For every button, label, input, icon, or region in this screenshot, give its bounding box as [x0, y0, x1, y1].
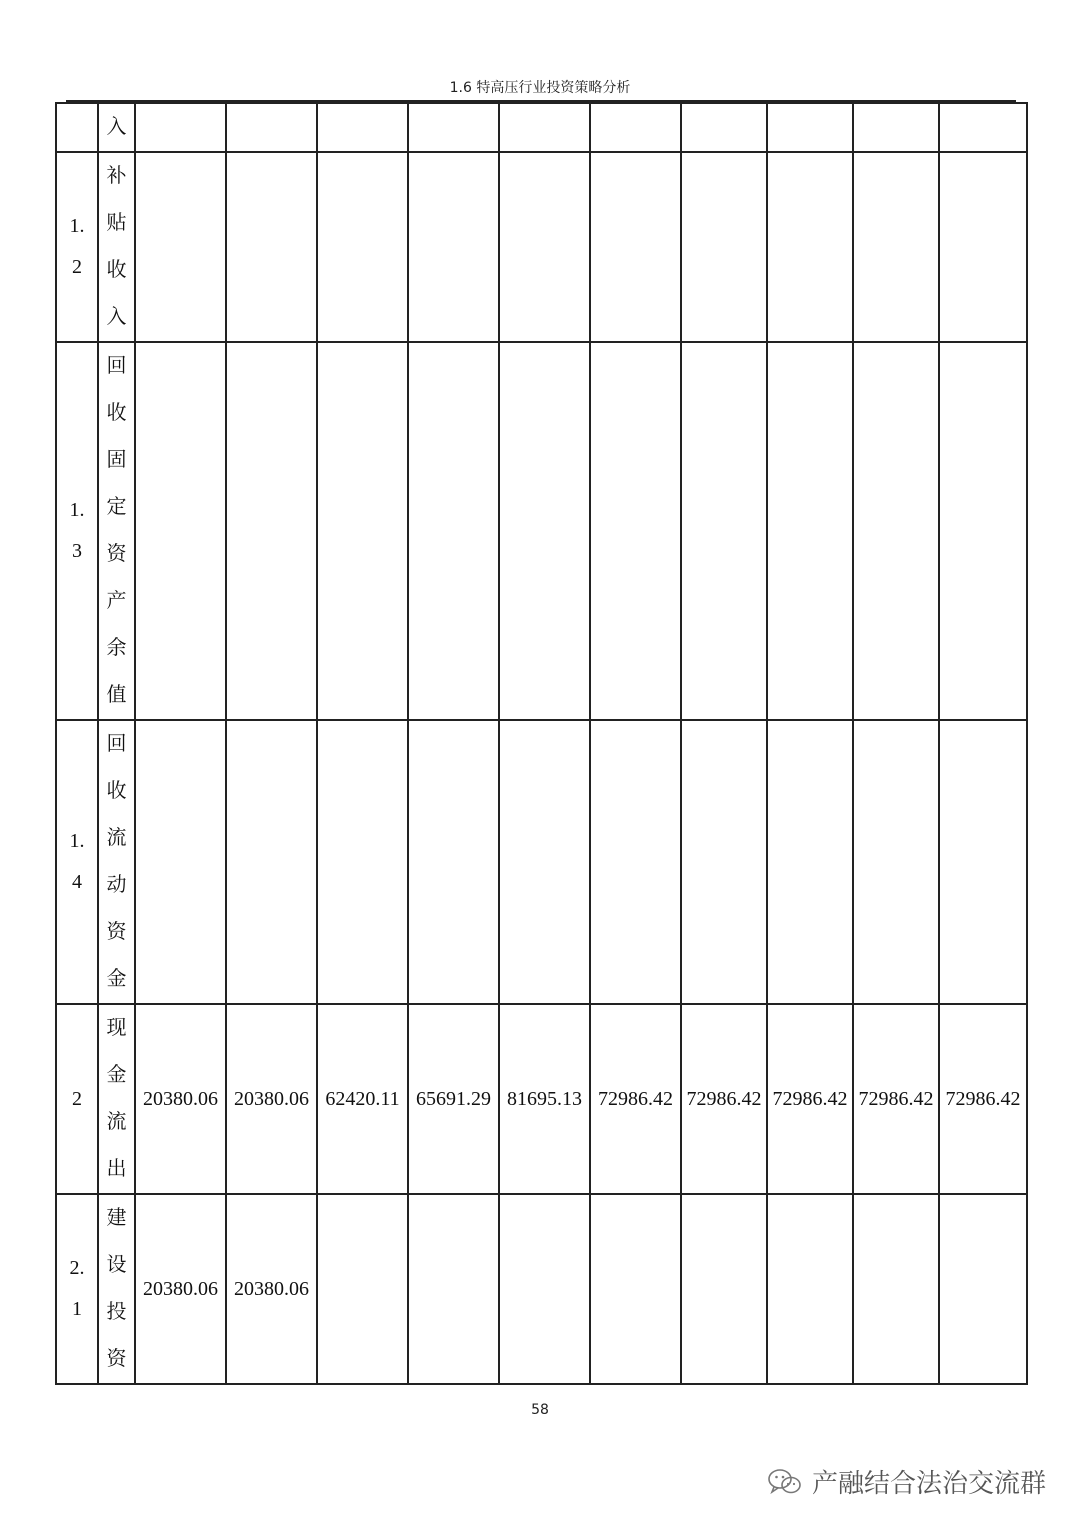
value-cell: [408, 103, 499, 152]
row-index-cell: [56, 152, 98, 342]
cell-value: 62420.11: [325, 1087, 400, 1110]
row-index-cell: [56, 1004, 98, 1194]
table-row: [56, 152, 1027, 342]
row-label-char: 定: [106, 496, 127, 518]
value-cell: [590, 152, 681, 342]
value-cell: [317, 152, 408, 342]
cell-value: 20380.06: [143, 1087, 218, 1110]
value-cell: [853, 103, 939, 152]
value-cell: [226, 152, 317, 342]
row-index: 1.4: [69, 830, 85, 893]
cash-flow-table: [55, 102, 1028, 1385]
table-row: [56, 720, 1027, 1004]
value-cell: [408, 1194, 499, 1384]
row-index-cell: [56, 342, 98, 720]
row-index-cell: [56, 720, 98, 1004]
value-cell: [499, 720, 590, 1004]
row-label-char: 动: [106, 874, 127, 896]
value-cell: [499, 1004, 590, 1194]
cell-value: 72986.42: [686, 1087, 762, 1110]
watermark-text: 产融结合法治交流群: [811, 1469, 1046, 1499]
value-cell: [408, 152, 499, 342]
row-label-char: 固: [106, 449, 127, 471]
value-cell: [767, 342, 853, 720]
row-label-char: 入: [106, 116, 127, 138]
table-row: [56, 1194, 1027, 1384]
row-label-char: 资: [106, 921, 127, 943]
value-cell: [590, 342, 681, 720]
row-label-char: 余: [106, 637, 127, 659]
value-cell: [499, 1194, 590, 1384]
value-cell: [939, 720, 1027, 1004]
value-cell: [590, 103, 681, 152]
value-cell: [226, 342, 317, 720]
row-index-cell: [56, 103, 98, 152]
row-label-cell: [98, 342, 135, 720]
cell-value: 72986.42: [945, 1087, 1021, 1110]
wechat-icon: [766, 1467, 804, 1497]
value-cell: [853, 152, 939, 342]
row-label-char: 收: [106, 402, 127, 424]
value-cell: [135, 1194, 226, 1384]
value-cell: [135, 103, 226, 152]
value-cell: [317, 342, 408, 720]
value-cell: [226, 720, 317, 1004]
row-label-char: 产: [106, 590, 127, 612]
row-label-cell: [98, 1194, 135, 1384]
value-cell: [853, 720, 939, 1004]
row-label-char: 值: [106, 684, 127, 706]
watermark: [766, 1463, 1046, 1500]
table-row: [56, 342, 1027, 720]
value-cell: [317, 720, 408, 1004]
row-label-cell: [98, 152, 135, 342]
value-cell: [939, 342, 1027, 720]
row-label-char: 资: [106, 543, 127, 565]
value-cell: [135, 720, 226, 1004]
value-cell: [226, 1194, 317, 1384]
row-label-char: 出: [106, 1158, 127, 1180]
table-row: [56, 103, 1027, 152]
row-label-char: 金: [106, 968, 127, 990]
cell-value: 20380.06: [234, 1087, 309, 1110]
row-label-cell: [98, 1004, 135, 1194]
value-cell: [939, 103, 1027, 152]
value-cell: [408, 1004, 499, 1194]
row-label-char: 投: [106, 1301, 127, 1323]
row-label-char: 金: [106, 1064, 127, 1086]
value-cell: [681, 103, 767, 152]
row-label-char: 现: [106, 1017, 127, 1039]
value-cell: [226, 1004, 317, 1194]
value-cell: [767, 720, 853, 1004]
value-cell: [499, 103, 590, 152]
page-number: 58: [531, 1402, 549, 1418]
value-cell: [767, 1194, 853, 1384]
value-cell: [317, 1004, 408, 1194]
value-cell: [853, 1004, 939, 1194]
row-label-char: 设: [106, 1254, 127, 1276]
value-cell: [767, 103, 853, 152]
cell-value: 72986.42: [858, 1087, 934, 1110]
value-cell: [135, 1004, 226, 1194]
value-cell: [853, 342, 939, 720]
value-cell: [499, 342, 590, 720]
row-index: 2: [72, 1087, 82, 1110]
row-label-char: 收: [106, 259, 127, 281]
row-label-char: 回: [106, 355, 127, 377]
value-cell: [767, 1004, 853, 1194]
value-cell: [939, 1194, 1027, 1384]
value-cell: [226, 103, 317, 152]
cell-value: 65691.29: [416, 1087, 491, 1110]
value-cell: [408, 342, 499, 720]
value-cell: [681, 1194, 767, 1384]
row-index: 2.1: [69, 1257, 85, 1320]
row-label-char: 流: [106, 827, 127, 849]
value-cell: [317, 1194, 408, 1384]
cell-value: 20380.06: [234, 1277, 309, 1300]
row-index-cell: [56, 1194, 98, 1384]
value-cell: [939, 1004, 1027, 1194]
table-row: [56, 1004, 1027, 1194]
row-label-cell: [98, 720, 135, 1004]
value-cell: [767, 152, 853, 342]
value-cell: [939, 152, 1027, 342]
cell-value: 81695.13: [507, 1087, 582, 1110]
value-cell: [135, 342, 226, 720]
row-label-char: 回: [106, 733, 127, 755]
value-cell: [590, 1194, 681, 1384]
value-cell: [681, 720, 767, 1004]
cell-value: 72986.42: [772, 1087, 848, 1110]
value-cell: [853, 1194, 939, 1384]
cell-value: 20380.06: [143, 1277, 218, 1300]
row-label-char: 资: [106, 1348, 127, 1370]
value-cell: [317, 103, 408, 152]
row-label-char: 收: [106, 780, 127, 802]
row-label-char: 贴: [106, 212, 127, 234]
row-index: 1.2: [69, 215, 85, 278]
value-cell: [135, 152, 226, 342]
value-cell: [499, 152, 590, 342]
value-cell: [408, 720, 499, 1004]
value-cell: [681, 342, 767, 720]
row-label-char: 补: [106, 165, 127, 187]
row-label-cell: [98, 103, 135, 152]
value-cell: [681, 152, 767, 342]
cell-value: 72986.42: [598, 1087, 673, 1110]
page-header: 1.6 特高压行业投资策略分析: [449, 80, 631, 96]
value-cell: [590, 720, 681, 1004]
value-cell: [681, 1004, 767, 1194]
row-label-char: 入: [106, 306, 127, 328]
row-index: 1.3: [69, 499, 85, 562]
value-cell: [590, 1004, 681, 1194]
row-label-char: 建: [106, 1207, 127, 1229]
row-label-char: 流: [106, 1111, 127, 1133]
